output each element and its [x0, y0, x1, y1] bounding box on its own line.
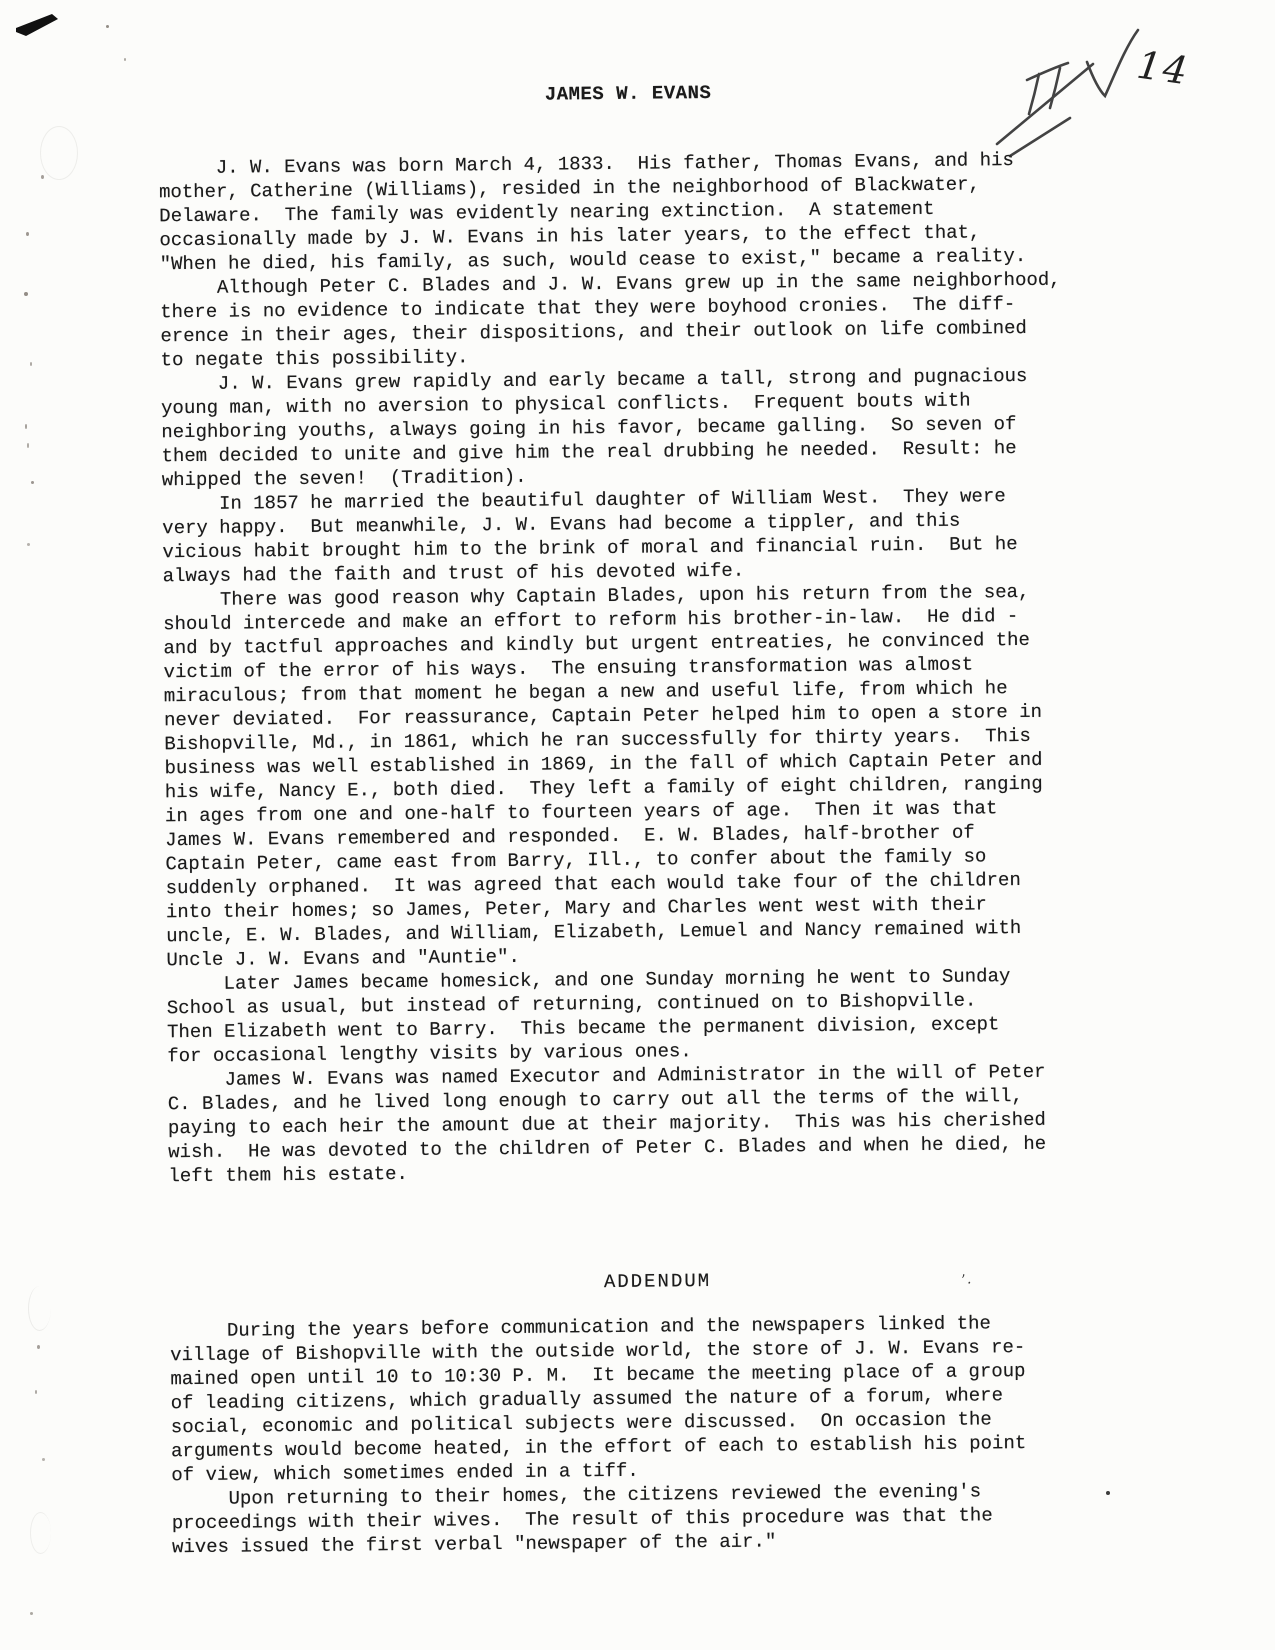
slash-mark-icon: [997, 64, 1093, 144]
page-title: JAMES W. EVANS: [544, 81, 712, 106]
scan-speckle: [35, 1390, 37, 1394]
roman-numeral-ii-icon: [1027, 63, 1068, 80]
body-text: J. W. Evans was born March 4, 1833. His father, Thomas Evans, and his mother, Catherine (Williams), resided in the neighborhood of Blackwater, Delaware. The family was evidently nearing extinction. A statement occasionally made by J. W. Evans in his later years, to the effect that, "When he died, his family, as such, would cease to exist," became a reality. Although Peter C. Blades and J. W. Evans grew up in the same neighborhood, there is no evidence to indicate that they were boyhood cronies. The diff- erence in their ages, their dispositions, and their outlook on life combined to negate this possibility. J. W. Evans grew rapidly and early became a tall, strong and pugnacious young man, with no aversion to physical conflicts. Frequent bouts with neighboring youths, always going in his favor, became galling. So seven of them decided to unite and give him the real drubbing he needed. Result: he whipped the seven! (Tradition). In 1857 he married the beautiful daughter of William West. They were very happy. But meanwhile, J. W. Evans had become a tippler, and this vicious habit brought him to the brink of moral and financial ruin. But he always had the faith and trust of his devoted wife. There was good reason why Captain Blades, upon his return from the sea, should intercede and make an effort to reform his brother-in-law. He did - and by tactful approaches and kindly but urgent entreaties, he convinced the victim of the error of his ways. The ensuing transformation was almost miraculous; from that moment he began a new and useful life, from which he never deviated. For reassurance, Captain Peter helped him to open a store in Bishopville, Md., in 1861, which he ran successfully for thirty years. This business was well established in 1869, in the fall of which Captain Peter and his wife, Nancy E., both died. They left a family of eight children, ranging in ages from one and one-half to fourteen years of age. Then it was that James W. Evans remembered and responded. E. W. Blades, half-brother of Captain Peter, came east from Barry, Ill., to confer about the family so suddenly orphaned. It was agreed that each would take four of the children into their homes; so James, Peter, Mary and Charles went west with their uncle, E. W. Blades, and William, Elizabeth, Lemuel and Nancy remained with Uncle J. W. Evans and "Auntie". Later James became homesick, and one Sunday morning he went to Sunday School as usual, but instead of returning, continued on to Bishopville. Then Elizabeth went to Barry. This became the permanent division, except for occasional lengthy visits by various ones. James W. Evans was named Executor and Administrator in the will of Peter C. Blades, and he lived long enough to carry out all the terms of the will, paying to each heir the amount due at their majority. This was his cherished wish. He was devoted to the children of Peter C. Blades and when he died, he left them his estate.: [158, 149, 1061, 1188]
roman-numeral-ii-icon: [1029, 74, 1039, 114]
typed-content: [158, 77, 1112, 1559]
scan-arc-mark: [28, 1286, 51, 1331]
scan-speckle: [26, 232, 29, 236]
scan-arc-mark: [30, 1512, 51, 1554]
addendum-text: During the years before communication and the newspapers linked the village of Bishopville with the outside world, the store of J. W. Evans re- mained open until 10 to 10:30 P. M. It became the meeting place of a group of leading citizens, which gradually assumed the nature of a forum, where social, economic and political subjects were discussed. On occasion the arguments would become heated, in the effort of each to establish his point of view, which sometimes ended in a tiff. Upon returning to their homes, the citizens reviewed the evening's proceedings with their wives. The result of this procedure was that the wives issued the first verbal "newspaper of the air.": [169, 1312, 1027, 1559]
stray-ink-mark: ’.: [960, 1271, 973, 1289]
handwritten-page-number: 14: [1134, 42, 1193, 94]
scan-arc-mark: [40, 126, 78, 180]
scan-speckle: [25, 424, 27, 429]
scan-speckle: [24, 292, 28, 296]
checkmark-icon: [1087, 30, 1138, 96]
scan-speckle: [42, 1458, 45, 1461]
scan-speckle: [106, 25, 109, 28]
scan-speckle: [37, 1345, 40, 1349]
scan-speckle: [41, 175, 44, 179]
scan-speckle: [30, 1612, 33, 1615]
slash-mark-icon: [1010, 118, 1070, 156]
scan-speckle: [31, 481, 34, 484]
scan-speckle: [30, 362, 32, 366]
roman-numeral-ii-icon: [1050, 68, 1060, 108]
scan-speckle: [124, 58, 126, 61]
scan-speckle: [27, 443, 29, 448]
handwritten-annotations: [975, 18, 1205, 168]
scan-corner-artifact: [14, 14, 64, 44]
scan-speckle: [27, 543, 30, 546]
section-numeral-and-check: [975, 18, 1205, 168]
addendum-heading: ADDENDUM: [603, 1270, 712, 1294]
